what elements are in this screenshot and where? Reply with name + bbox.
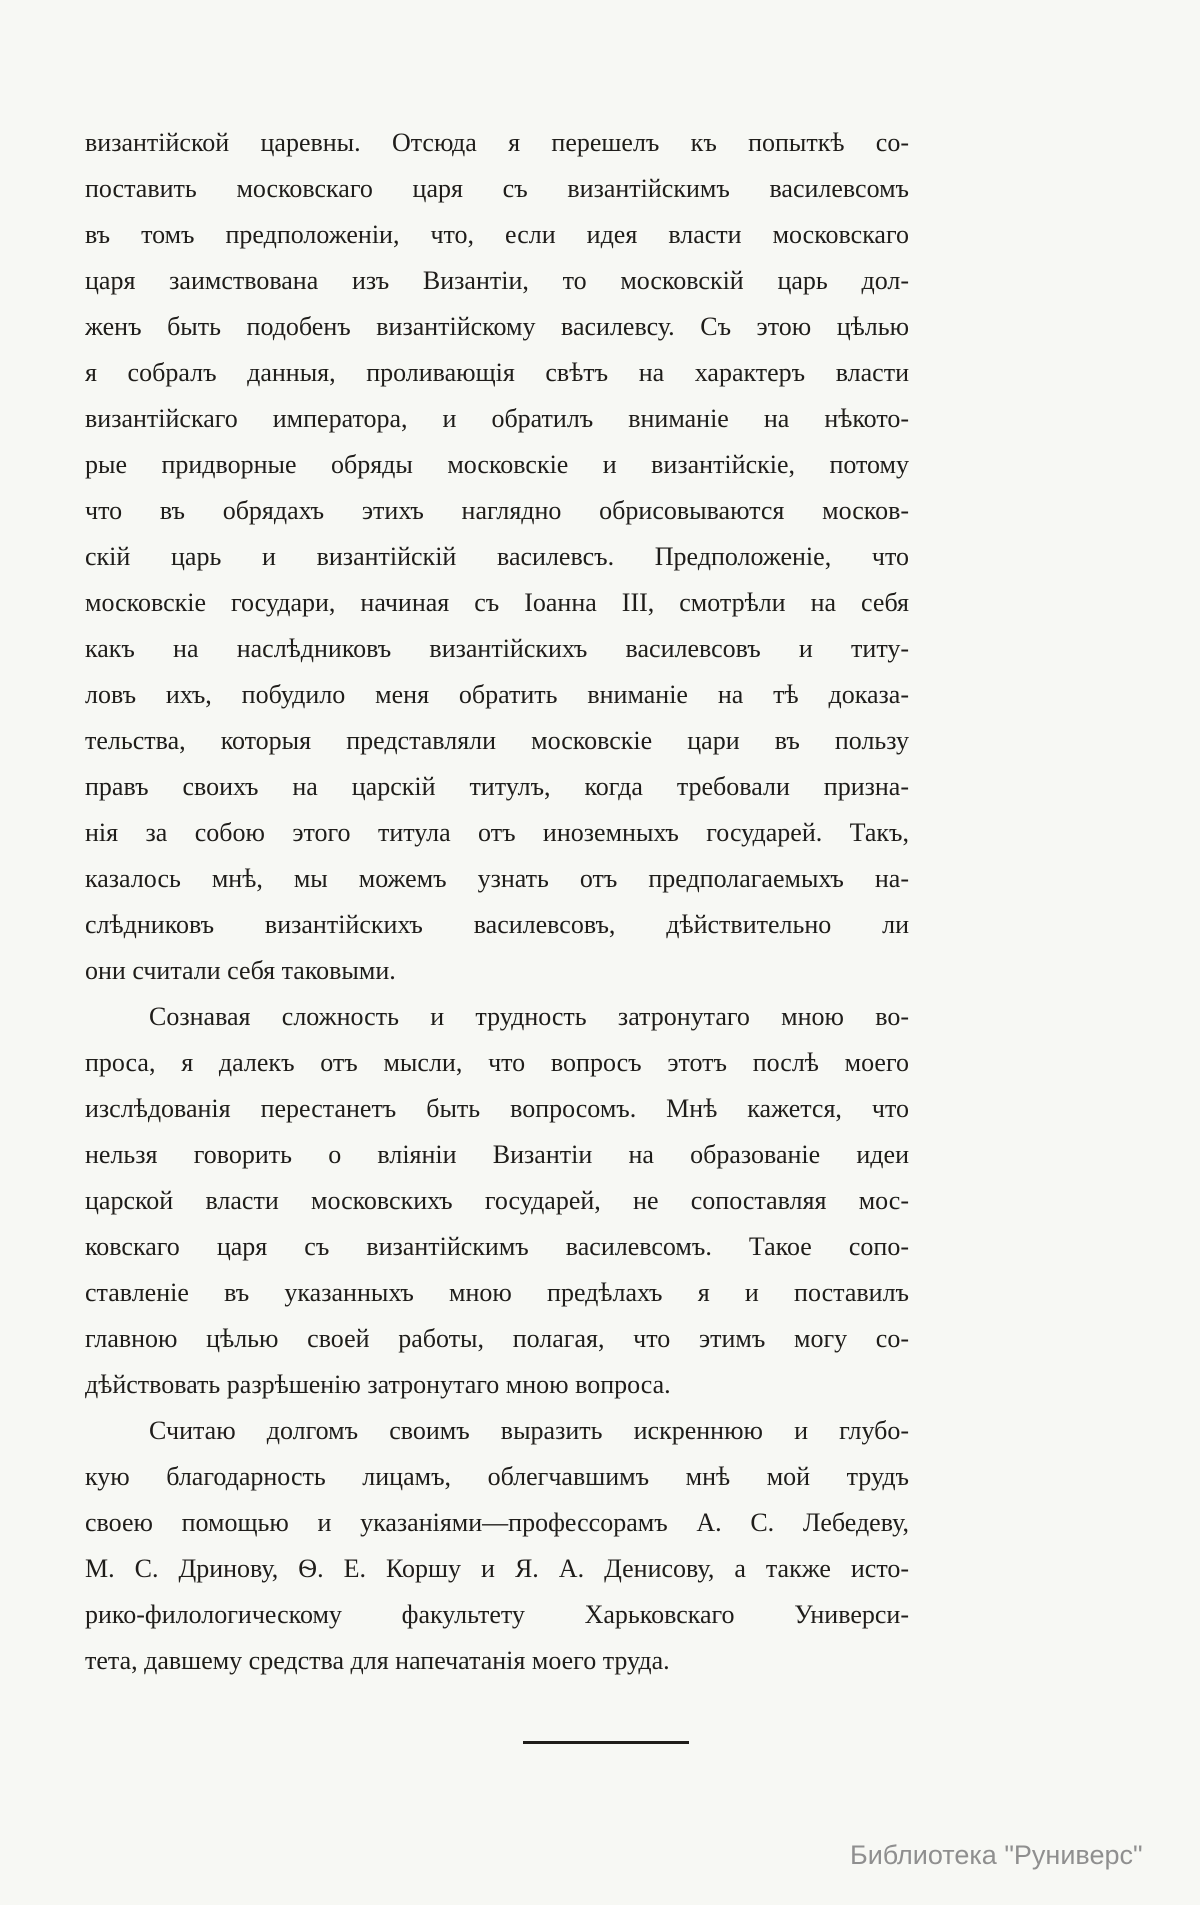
text-line: московскіе государи, начиная съ Іоанна III, смотрѣли на себя xyxy=(85,588,909,617)
text-line: нія за собою этого титула отъ иноземныхъ государей. Такъ, xyxy=(85,818,909,847)
text-line: нельзя говорить о вліяніи Византіи на образованіе идеи xyxy=(85,1140,909,1169)
library-watermark: Библиотека "Руниверс" xyxy=(850,1840,1143,1870)
text-line: главною цѣлью своей работы, полагая, что этимъ могу со- xyxy=(85,1324,909,1353)
text-line: женъ быть подобенъ византійскому василевсу. Съ этою цѣлью xyxy=(85,312,909,341)
text-line: проса, я далекъ отъ мысли, что вопросъ этотъ послѣ моего xyxy=(85,1048,909,1077)
paragraph-1 xyxy=(85,120,909,994)
text-line: рико-филологическому факультету Харьковскаго Универси- xyxy=(85,1600,909,1629)
text-line: ставленіе въ указанныхъ мною предѣлахъ я и поставилъ xyxy=(85,1278,909,1307)
text-line: тета, давшему средства для напечатанія моего труда. xyxy=(85,1646,670,1675)
text-line: они считали себя таковыми. xyxy=(85,956,396,985)
text-line: Сознавая сложность и трудность затронутаго мною во- xyxy=(149,1002,909,1031)
paragraph-3 xyxy=(85,1408,909,1684)
text-line: въ томъ предположеніи, что, если идея власти московскаго xyxy=(85,220,909,249)
text-line: рые придворные обряды московскіе и византійскіе, потому xyxy=(85,450,909,479)
text-line: своею помощью и указаніями—профессорамъ А. С. Лебедеву, xyxy=(85,1508,909,1537)
text-line: Считаю долгомъ своимъ выразить искреннюю и глубо- xyxy=(149,1416,909,1445)
text-line: ковскаго царя съ византійскимъ василевсомъ. Такое сопо- xyxy=(85,1232,909,1261)
text-line: кую благодарность лицамъ, облегчавшимъ мнѣ мой трудъ xyxy=(85,1462,909,1491)
text-line: правъ своихъ на царскій титулъ, когда требовали призна- xyxy=(85,772,909,801)
text-line: дѣйствовать разрѣшенію затронутаго мною вопроса. xyxy=(85,1370,671,1399)
text-line: тельства, которыя представляли московскіе цари въ пользу xyxy=(85,726,909,755)
text-line: что въ обрядахъ этихъ наглядно обрисовываются москов- xyxy=(85,496,909,525)
text-line: царской власти московскихъ государей, не сопоставляя мос- xyxy=(85,1186,909,1215)
text-line: византійскаго императора, и обратилъ вниманіе на нѣкото- xyxy=(85,404,909,433)
text-line: я собралъ данныя, проливающія свѣтъ на характеръ власти xyxy=(85,358,909,387)
text-line: византійской царевны. Отсюда я перешелъ къ попыткѣ со- xyxy=(85,128,909,157)
text-line: царя заимствована изъ Византіи, то московскій царь дол- xyxy=(85,266,909,295)
text-line: изслѣдованія перестанетъ быть вопросомъ. Мнѣ кажется, что xyxy=(85,1094,909,1123)
text-line: поставить московскаго царя съ византійскимъ василевсомъ xyxy=(85,174,909,203)
text-line: какъ на наслѣдниковъ византійскихъ василевсовъ и титу- xyxy=(85,634,909,663)
section-divider-rule xyxy=(523,1741,689,1744)
page-text-block xyxy=(85,120,909,1684)
paragraph-2 xyxy=(85,994,909,1408)
text-line: ловъ ихъ, побудило меня обратить вниманіе на тѣ доказа- xyxy=(85,680,909,709)
text-line: слѣдниковъ византійскихъ василевсовъ, дѣйствительно ли xyxy=(85,910,909,939)
text-line: скій царь и византійскій василевсъ. Предположеніе, что xyxy=(85,542,909,571)
text-line: М. С. Дринову, Ѳ. Е. Коршу и Я. А. Денисову, а также исто- xyxy=(85,1554,909,1583)
text-line: казалось мнѣ, мы можемъ узнать отъ предполагаемыхъ на- xyxy=(85,864,909,893)
